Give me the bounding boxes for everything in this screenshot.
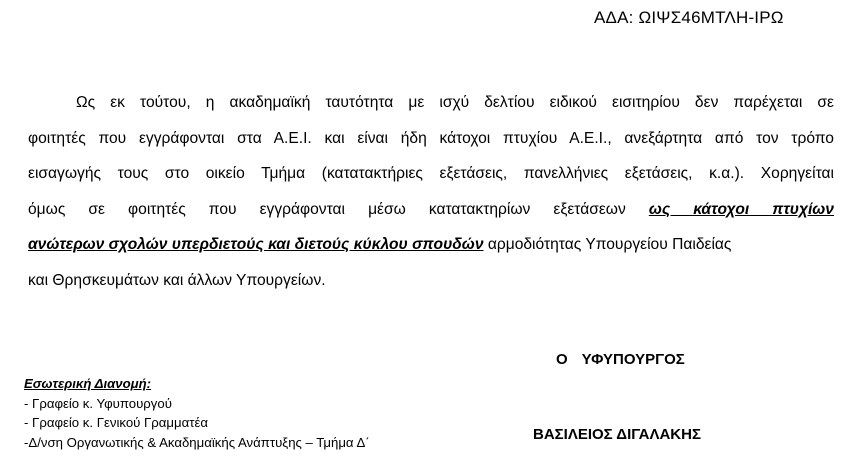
paragraph-line-3: εισαγωγής τους στο οικείο Τμήμα (κατατακτήριες εξετάσεις, πανελλήνιες εξετάσεις, κ.α.). Χορηγείται <box>28 165 834 182</box>
distribution-heading: Εσωτερική Διανομή: <box>24 376 152 391</box>
signer-article: Ο <box>556 351 568 368</box>
paragraph-line-1: Ως εκ τούτου, η ακαδημαϊκή ταυτότητα με ισχύ δελτίου ειδικού εισιτηρίου δεν παρέχεται σε <box>76 94 834 111</box>
signer-name: ΒΑΣΙΛΕΙΟΣ ΔΙΓΑΛΑΚΗΣ <box>533 426 701 443</box>
ada-code: ΑΔΑ: ΩΙΨΣ46ΜΤΛΗ-ΙΡΩ <box>594 8 784 27</box>
paragraph-line-6: και Θρησκευμάτων και άλλων Υπουργείων. <box>28 271 326 289</box>
internal-distribution <box>24 374 370 452</box>
distribution-item: - Γραφείο κ. Γενικού Γραμματέα <box>24 415 208 430</box>
emphasis-holders-of-degrees: ως κάτοχοι πτυχίων <box>648 200 834 218</box>
emphasis-higher-schools: ανώτερων σχολών υπερδιετούς και διετούς κύκλου σπουδών <box>28 236 484 253</box>
signer-role: ΥΦΥΠΟΥΡΓΟΣ <box>581 351 685 368</box>
document-body <box>28 85 834 298</box>
paragraph-line-2: φοιτητές που εγγράφονται στα Α.Ε.Ι. και είναι ήδη κάτοχοι πτυχίου Α.Ε.Ι., ανεξάρτητα από τον τρόπο <box>28 129 834 147</box>
signer-title <box>556 351 685 368</box>
paragraph-line-4-text: όμως σε φοιτητές που εγγράφονται μέσω κατατακτηρίων εξετάσεων <box>28 200 649 218</box>
distribution-item: - Γραφείο κ. Υφυπουργού <box>24 395 172 411</box>
paragraph-line-5-text: αρμοδιότητας Υπουργείου Παιδείας <box>483 236 732 253</box>
distribution-item: -Δ/νση Οργανωτικής & Ακαδημαϊκής Ανάπτυξης – Τμήμα Δ΄ <box>24 434 370 450</box>
paragraph-line-4 <box>28 192 834 228</box>
paragraph-line-5 <box>28 227 834 263</box>
